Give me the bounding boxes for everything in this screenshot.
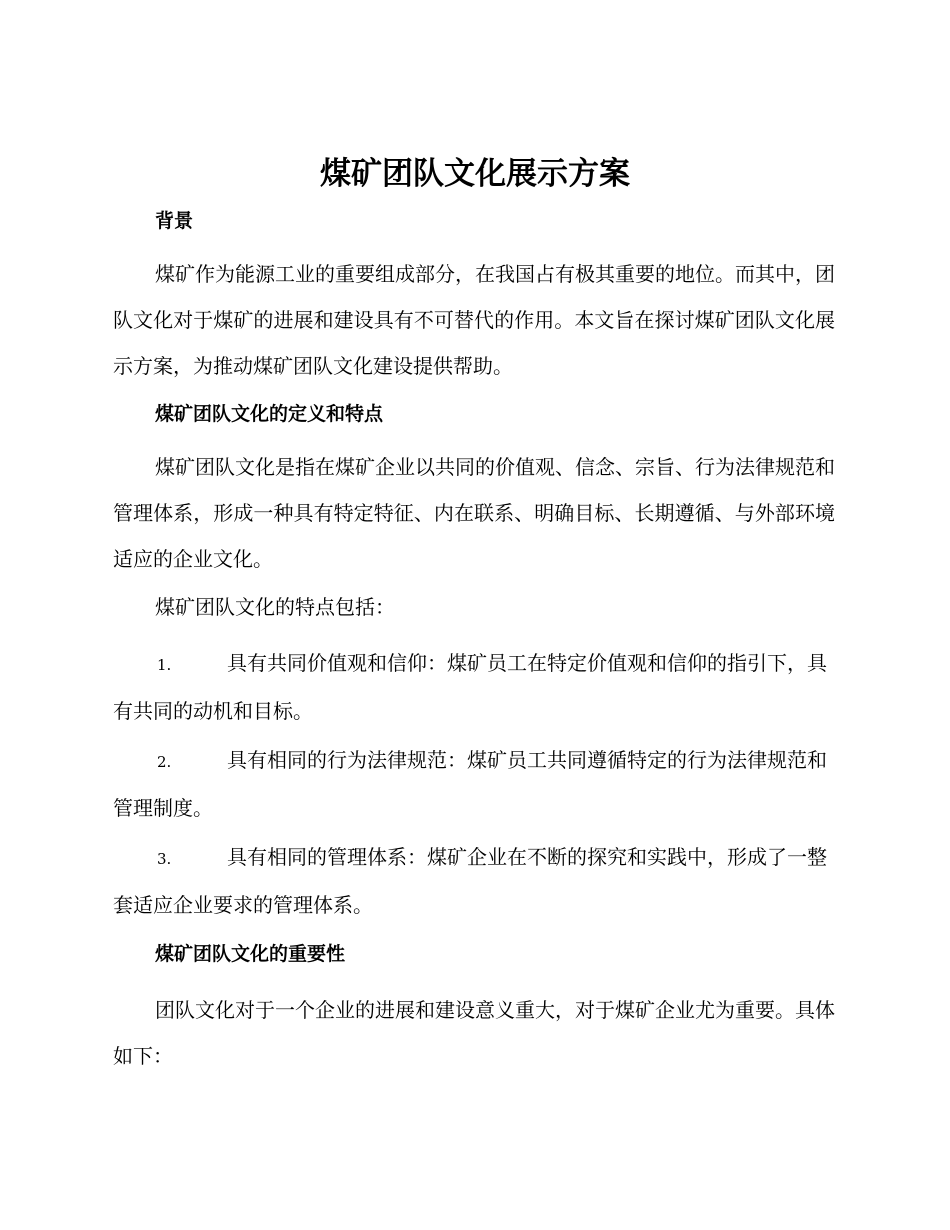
section-heading-importance: 煤矿团队文化的重要性 bbox=[155, 943, 346, 965]
paragraph-importance: 团队文化对于一个企业的进展和建设意义重大，对于煤矿企业尤为重要。具体如下： bbox=[113, 998, 835, 1068]
list-text: 具有共同价值观和信仰：煤矿员工在特定价值观和信仰的指引下，具有共同的动机和目标。 bbox=[113, 651, 827, 723]
list-number: 1. bbox=[157, 656, 172, 674]
list-number: 2. bbox=[157, 753, 172, 771]
list-item bbox=[113, 640, 835, 734]
list-text: 具有相同的管理体系：煤矿企业在不断的探究和实践中，形成了一整套适应企业要求的管理体系。 bbox=[113, 845, 827, 917]
section-heading-background: 背景 bbox=[155, 210, 194, 232]
list-text: 具有相同的行为法律规范：煤矿员工共同遵循特定的行为法律规范和管理制度。 bbox=[113, 748, 827, 820]
section-heading-definition: 煤矿团队文化的定义和特点 bbox=[155, 403, 384, 425]
paragraph-background: 煤矿作为能源工业的重要组成部分，在我国占有极其重要的地位。而其中，团队文化对于煤矿的进展和建设具有不可替代的作用。本文旨在探讨煤矿团队文化展示方案，为推动煤矿团队文化建设提供帮助。 bbox=[113, 262, 835, 378]
document-title: 煤矿团队文化展示方案 bbox=[320, 156, 630, 192]
paragraph-features-intro: 煤矿团队文化的特点包括： bbox=[155, 595, 395, 619]
list-number: 3. bbox=[157, 850, 172, 868]
paragraph-definition: 煤矿团队文化是指在煤矿企业以共同的价值观、信念、宗旨、行为法律规范和管理体系，形成一种具有特定特征、内在联系、明确目标、长期遵循、与外部环境适应的企业文化。 bbox=[113, 455, 835, 571]
list-item bbox=[113, 737, 835, 831]
list-item bbox=[113, 834, 835, 928]
